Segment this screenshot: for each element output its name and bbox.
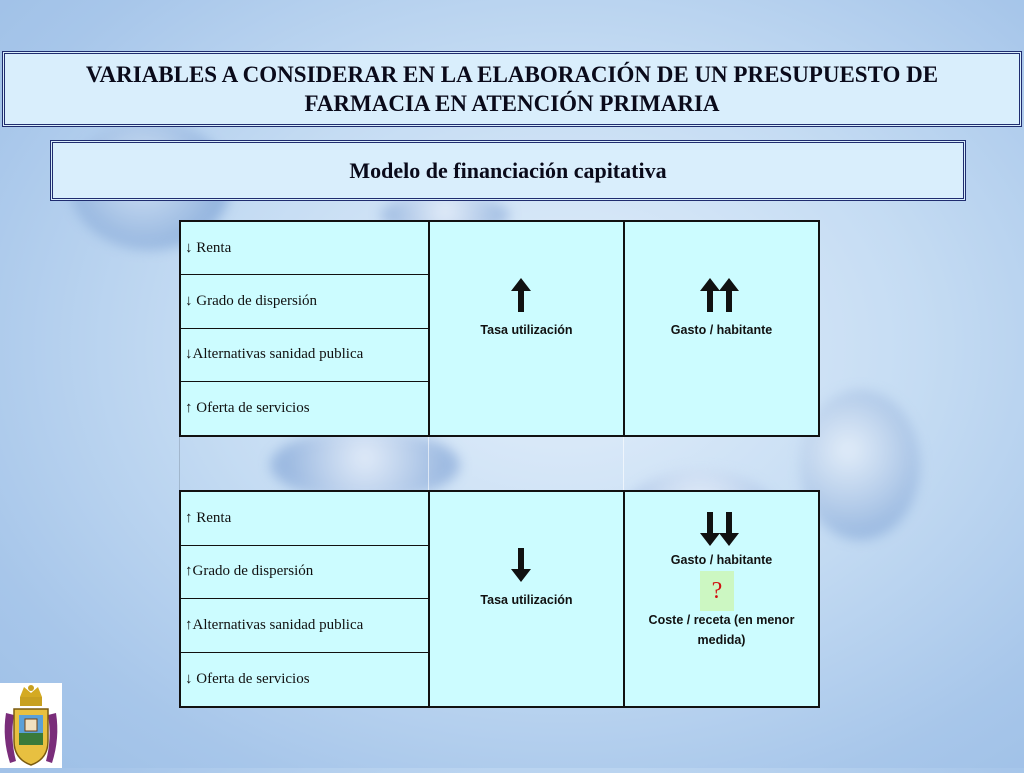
utilization-cell — [430, 222, 625, 435]
variable-cell: ↓ Grado de dispersión — [181, 275, 428, 328]
cost-label: Gasto / habitante — [670, 323, 773, 337]
utilization-label: Tasa utilización — [480, 323, 573, 337]
variable-cell: ↓ Renta — [181, 222, 428, 275]
slide-subtitle: Modelo de financiación capitativa — [349, 157, 667, 183]
variable-cell: ↓Alternativas sanidad publica — [181, 329, 428, 382]
double-arrow-up-icon — [700, 278, 740, 312]
double-arrow-down-icon — [700, 512, 740, 546]
variable-cell: ↑Alternativas sanidad publica — [181, 599, 428, 653]
slide-title: VARIABLES A CONSIDERAR EN LA ELABORACIÓN DE UN PRESUPUESTO DE FARMACIA EN ATENCIÓN PRIMARIA — [85, 62, 939, 116]
cost-label: Gasto / habitante — [670, 553, 773, 567]
variable-cell: ↑Grado de dispersión — [181, 546, 428, 600]
cost-note-line: medida) — [697, 633, 746, 647]
arrow-up-icon — [510, 278, 532, 312]
utilization-cell — [430, 492, 625, 706]
variables-column — [181, 492, 430, 706]
table-spacer-row — [179, 437, 820, 490]
variables-table-low — [179, 220, 820, 437]
arrow-down-icon — [510, 548, 532, 582]
variable-cell: ↓ Oferta de servicios — [185, 670, 310, 687]
slide-subtitle-box — [50, 140, 966, 201]
utilization-label: Tasa utilización — [480, 593, 573, 607]
variable-cell: ↑ Oferta de servicios — [185, 399, 310, 416]
slide-title-box — [2, 51, 1022, 127]
question-mark-badge: ? — [700, 571, 734, 611]
cost-cell — [625, 222, 818, 435]
variable-cell: ↑ Renta — [181, 492, 428, 546]
coat-of-arms-icon — [0, 683, 62, 768]
variables-column — [181, 222, 430, 435]
cost-note-line: Coste / receta (en menor — [648, 613, 795, 627]
